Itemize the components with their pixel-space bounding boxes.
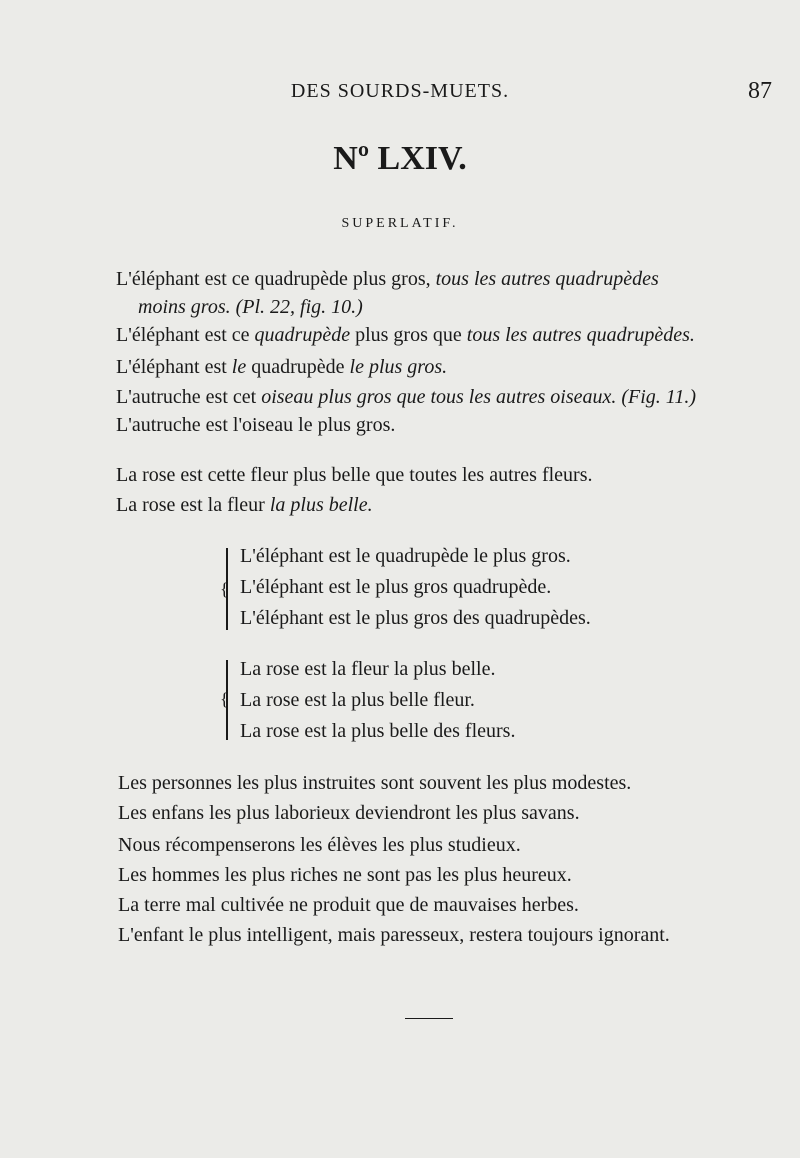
group1-line-1: L'éléphant est le quadrupède le plus gros. <box>240 545 571 567</box>
brace-group-1: { <box>226 548 238 630</box>
text-line-3: L'éléphant est ce quadrupède plus gros que tous les autres quadrupèdes. <box>116 324 695 346</box>
text-line-5: L'autruche est cet oiseau plus gros que tous les autres oiseaux. (Fig. 11.) <box>116 386 696 408</box>
text-line-2: moins gros. (Pl. 22, fig. 10.) <box>138 296 363 318</box>
running-head: DES SOURDS-MUETS. <box>290 80 510 102</box>
group1-line-2: L'éléphant est le plus gros quadrupède. <box>240 576 552 598</box>
text-line-7: La rose est cette fleur plus belle que toutes les autres fleurs. <box>116 464 593 486</box>
example-6: L'enfant le plus intelligent, mais paresseux, restera toujours ignorant. <box>118 924 670 946</box>
group2-line-3: La rose est la plus belle des fleurs. <box>240 720 516 742</box>
text-line-8: La rose est la fleur la plus belle. <box>116 494 373 516</box>
text-line-1: L'éléphant est ce quadrupède plus gros, tous les autres quadrupèdes <box>116 268 659 290</box>
page-number: 87 <box>748 78 772 104</box>
group1-line-3: L'éléphant est le plus gros des quadrupèdes. <box>240 607 591 629</box>
example-3: Nous récompenserons les élèves les plus studieux. <box>118 834 521 856</box>
brace-group-2: { <box>226 660 238 740</box>
lesson-number: Nº LXIV. <box>333 140 467 177</box>
end-rule <box>405 1018 453 1019</box>
example-1: Les personnes les plus instruites sont souvent les plus modestes. <box>118 772 632 794</box>
group2-line-2: La rose est la plus belle fleur. <box>240 689 475 711</box>
section-title: SUPERLATIF. <box>341 216 459 231</box>
example-4: Les hommes les plus riches ne sont pas les plus heureux. <box>118 864 572 886</box>
text-line-6: L'autruche est l'oiseau le plus gros. <box>116 414 396 436</box>
example-5: La terre mal cultivée ne produit que de mauvaises herbes. <box>118 894 579 916</box>
example-2: Les enfans les plus laborieux deviendront les plus savans. <box>118 802 580 824</box>
group2-line-1: La rose est la fleur la plus belle. <box>240 658 496 680</box>
text-line-4: L'éléphant est le quadrupède le plus gros. <box>116 356 448 378</box>
